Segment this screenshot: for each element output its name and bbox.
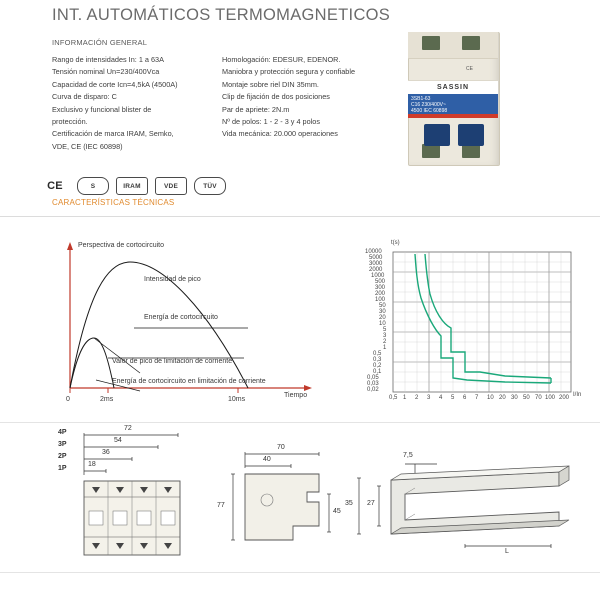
toggle-lever (424, 124, 450, 146)
chart-ytick: 10 (379, 321, 386, 327)
divider (0, 216, 600, 217)
rail-dim-length: L (505, 548, 509, 555)
product-ce-mark: CE (466, 66, 473, 72)
side-dim-70: 70 (277, 444, 285, 451)
side-dim-77: 77 (217, 502, 225, 509)
width-label-72: 72 (124, 425, 132, 432)
divider (0, 572, 600, 573)
divider (0, 422, 600, 423)
chart-ytick: 3 (383, 333, 387, 339)
rail-dim-27: 27 (367, 500, 375, 507)
side-dim-40: 40 (263, 456, 271, 463)
chart-ytick: 200 (375, 291, 386, 297)
side-dimension-drawing (215, 440, 345, 560)
chart-xtick: 70 (535, 395, 542, 401)
chart-xtick: 4 (439, 395, 443, 401)
chart-ytick: 30 (379, 309, 386, 315)
spec-line: Curva de disparo: C (52, 92, 117, 102)
short-circuit-perspective-graph (48, 240, 338, 415)
width-label-18: 18 (88, 461, 96, 468)
spec-line: Montaje sobre riel DIN 35mm. (222, 79, 319, 89)
trip-curve-svg (355, 240, 590, 420)
chart-ytick: 3000 (369, 261, 383, 267)
iram-mark-icon: IRAM (116, 177, 148, 195)
chart-xtick: 7 (475, 395, 479, 401)
terminal-icon (462, 36, 480, 50)
chart-ytick: 20 (379, 315, 386, 321)
chart-xtick: 200 (559, 395, 570, 401)
rating-line-3: 4500 IEC 60898 (411, 108, 448, 114)
section-subtitle: INFORMACIÓN GENERAL (52, 38, 148, 47)
chart-ytick: 0,5 (373, 351, 382, 357)
trip-curve-chart (355, 240, 590, 420)
spec-line: Certificación de marca IRAM, Semko, (52, 129, 174, 139)
front-dimension-drawing (48, 425, 228, 565)
rail-dim-thickness: 7,5 (403, 452, 413, 459)
pole-label-2p: 2P (58, 453, 67, 460)
chart-ytick: 10000 (365, 249, 382, 255)
sc-annotation-energy: Energía de cortocircuito (144, 314, 218, 321)
spec-line: Nº de polos: 1 - 2 - 3 y 4 polos (222, 117, 320, 127)
chart-xlabel: I/In (573, 392, 582, 398)
chart-ytick: 1000 (371, 273, 385, 279)
front-drawing-svg (48, 425, 228, 565)
chart-ytick: 2 (383, 339, 387, 345)
chart-xtick: 50 (523, 395, 530, 401)
side-drawing-svg (215, 440, 345, 560)
rail-drawing-svg (345, 450, 595, 560)
spec-line: Par de apriete: 2N.m (222, 104, 290, 114)
pole-label-1p: 1P (58, 465, 67, 472)
chart-xtick: 3 (427, 395, 431, 401)
spec-line: Maniobra y protección segura y confiable (222, 67, 356, 77)
chart-xtick: 30 (511, 395, 518, 401)
chart-ytick: 0,02 (367, 387, 379, 393)
side-dim-45: 45 (333, 508, 341, 515)
chart-xtick: 2 (415, 395, 419, 401)
rating-line-2: C16 230/400V~ (411, 102, 446, 108)
sc-x-axis-label: Tiempo (284, 392, 308, 399)
page-title: INT. AUTOMÁTICOS TERMOMAGNETICOS (52, 6, 391, 24)
product-rating-label (408, 94, 498, 114)
spec-line: Vida mecánica: 20.000 operaciones (222, 129, 338, 139)
product-brand-label: SASSIN (408, 80, 498, 96)
terminal-icon (462, 144, 480, 158)
vde-mark-icon: VDE (155, 177, 187, 195)
specs-right-column (222, 54, 412, 141)
spec-line: VDE, CE (IEC 60898) (52, 141, 123, 151)
sc-xtick-0: 0 (66, 396, 70, 403)
certification-badges (40, 175, 220, 197)
sc-graph-svg (48, 240, 338, 415)
chart-xtick: 10 (487, 395, 494, 401)
spec-line: Homologación: EDESUR, EDENOR. (222, 55, 341, 64)
spec-line: Rango de intensidades In: 1 a 63A (52, 55, 164, 64)
din-rail-drawing (345, 450, 595, 560)
semko-mark-icon: S (77, 177, 109, 195)
spec-line: Capacidad de corte Icn=4,5kA (4500A) (52, 79, 178, 89)
chart-ytick: 500 (375, 279, 386, 285)
terminal-icon (422, 36, 440, 50)
chart-ytick: 5000 (369, 255, 383, 261)
ce-mark-icon: CE (47, 180, 63, 192)
pole-label-3p: 3P (58, 441, 67, 448)
chart-ytick: 0,2 (373, 363, 382, 369)
sc-xtick-2: 10ms (228, 396, 246, 403)
width-label-36: 36 (102, 449, 110, 456)
chart-ytick: 0,03 (367, 381, 379, 387)
sc-annotation-energy-limit: Energía de cortocircuito en limitación de corriente (112, 378, 266, 385)
chart-ytick: 5 (383, 327, 387, 333)
chart-xtick: 0,5 (389, 395, 398, 401)
sc-xtick-1: 2ms (100, 396, 114, 403)
specs-left-column (52, 54, 212, 153)
chart-ytick: 0,05 (367, 375, 379, 381)
chart-ytick: 1 (383, 345, 387, 351)
technical-characteristics-heading: CARACTERÍSTICAS TÉCNICAS (52, 198, 175, 207)
chart-ytick: 300 (375, 285, 386, 291)
pole-label-4p: 4P (58, 429, 67, 436)
chart-xtick: 20 (499, 395, 506, 401)
terminal-icon (422, 144, 440, 158)
spec-line: Clip de fijación de dos posiciones (222, 92, 330, 102)
sc-graph-title: Perspectiva de cortocircuito (78, 242, 164, 249)
tuv-mark-icon: TÜV (194, 177, 226, 195)
chart-ytick: 0,3 (373, 357, 382, 363)
rail-dim-35: 35 (345, 500, 353, 507)
chart-ylabel: t(s) (391, 240, 400, 246)
spec-line: protección. (52, 117, 88, 127)
chart-xtick: 6 (463, 395, 467, 401)
spec-line: Exclusivo y funcional blister de (52, 104, 152, 114)
chart-ytick: 0,1 (373, 369, 382, 375)
sc-annotation-peak: Intensidad de pico (144, 276, 201, 283)
rating-line-1: 3SB1-63 (411, 96, 431, 102)
sc-annotation-peak-limit: Valor de pico de limitación de corriente (112, 358, 233, 365)
toggle-lever (458, 124, 484, 146)
chart-ytick: 2000 (369, 267, 383, 273)
chart-ytick: 50 (379, 303, 386, 309)
product-photo (400, 28, 524, 168)
chart-xtick: 100 (545, 395, 556, 401)
width-label-54: 54 (114, 437, 122, 444)
chart-xtick: 1 (403, 395, 407, 401)
red-stripe (408, 114, 498, 118)
chart-xtick: 5 (451, 395, 455, 401)
spec-line: Tensión nominal Un=230/400Vca (52, 67, 160, 77)
chart-ytick: 100 (375, 297, 386, 303)
